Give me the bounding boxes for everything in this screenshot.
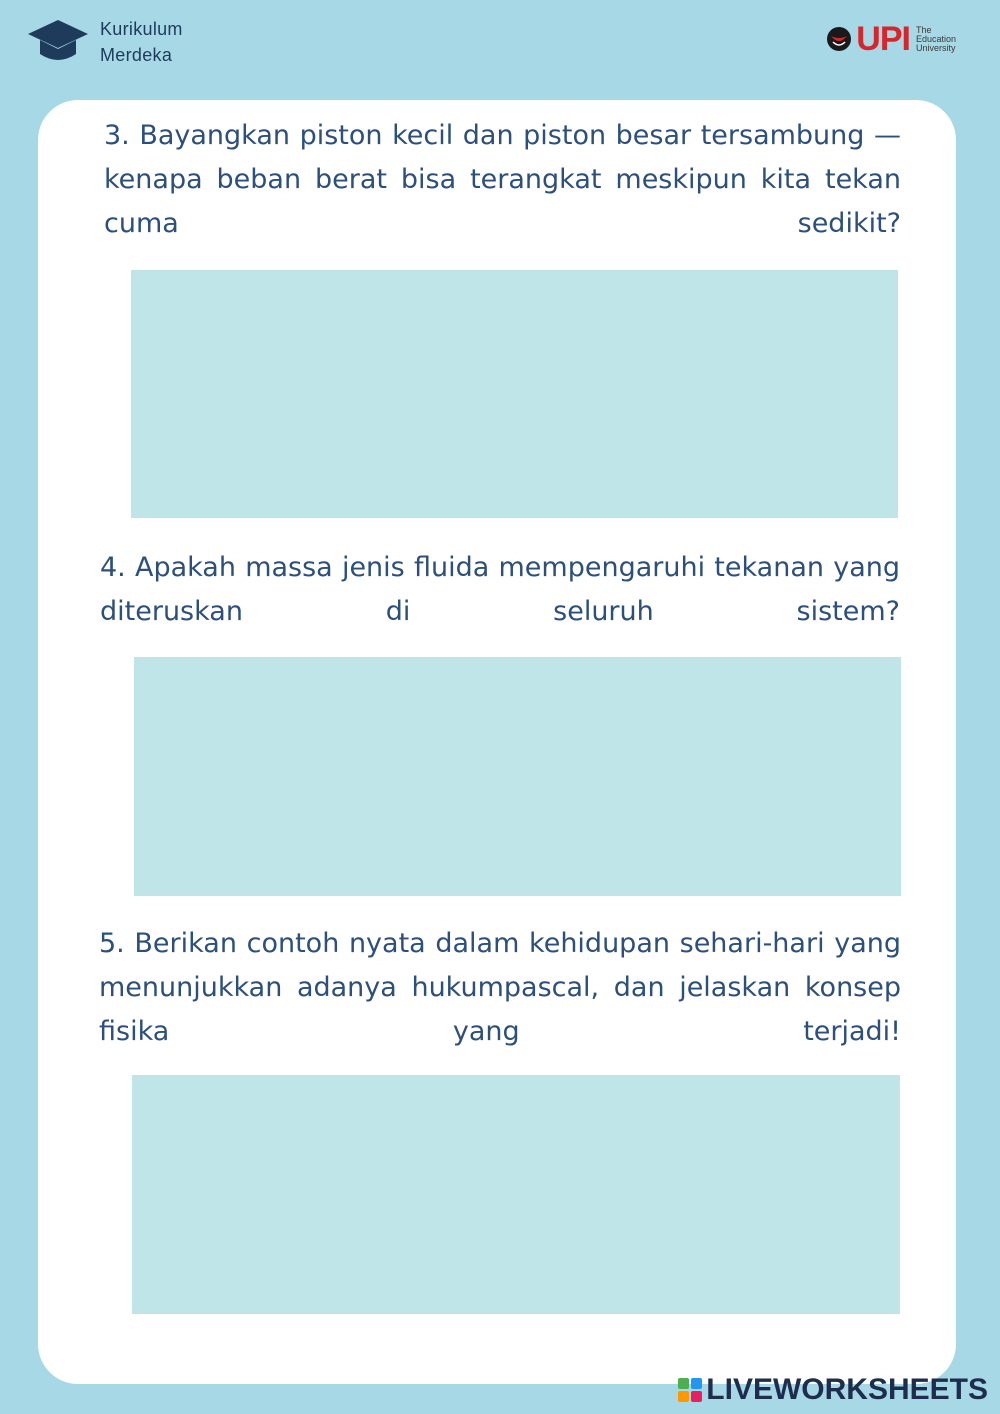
answer-box-5[interactable] — [132, 1075, 900, 1314]
question-3: 3. Bayangkan piston kecil dan piston besar tersambung — kenapa beban berat bisa terangkat meskipun kita tekan cuma sedikit? — [104, 120, 901, 239]
brand-text — [100, 16, 183, 68]
liveworksheets-blocks-icon — [678, 1378, 702, 1402]
answer-box-3[interactable] — [131, 270, 898, 518]
upi-tag-line-3: University — [915, 42, 956, 53]
graduation-cap-icon — [26, 16, 90, 68]
upi-tag-line-1: The — [915, 24, 932, 35]
upi-wordmark: UPI — [856, 20, 910, 58]
upi-emblem-icon — [826, 26, 852, 52]
brand-line-1: Kurikulum — [100, 19, 183, 39]
worksheet-card — [38, 100, 956, 1384]
liveworksheets-text: LIVEWORKSHEETS — [706, 1373, 988, 1406]
header-brand — [26, 16, 183, 68]
upi-tag-line-2: Education — [915, 33, 956, 44]
university-logo — [826, 22, 956, 56]
brand-line-2: Merdeka — [100, 45, 173, 65]
answer-box-4[interactable] — [134, 657, 901, 896]
upi-tagline — [916, 26, 956, 53]
question-4: 4. Apakah massa jenis fluida mempengaruhi tekanan yang diteruskan di seluruh sistem? — [100, 552, 900, 627]
liveworksheets-watermark — [678, 1374, 988, 1406]
question-5: 5. Berikan contoh nyata dalam kehidupan sehari-hari yang menunjukkan adanya hukumpascal, dan jelaskan konsep fisika yang terjadi! — [99, 928, 901, 1047]
